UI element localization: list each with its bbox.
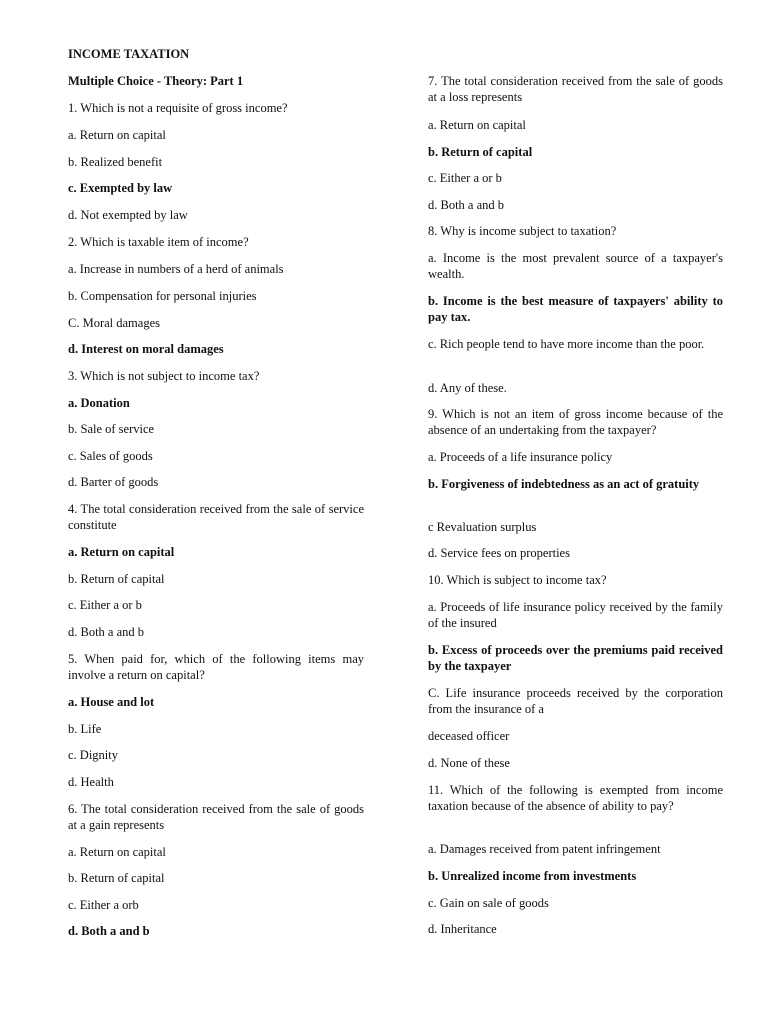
correct-answer: a. House and lot [68,695,155,709]
answer-option: b. Life [68,722,102,736]
answer-option: d. None of these [428,756,510,770]
answer-option: c. Either a or b [68,598,142,612]
document-subtitle: Multiple Choice - Theory: Part 1 [68,74,244,88]
answer-option: d. Both a and b [68,625,145,639]
question-11: 11. Which of the following is exempted from income taxation because of the absence of ability to pay? [428,783,723,813]
question-7: 7. The total consideration received from the sale of goods at a loss represents [428,74,723,104]
answer-option: c. Rich people tend to have more income than the poor. [428,337,705,351]
answer-option: d. Service fees on properties [428,546,570,560]
correct-answer: b. Income is the best measure of taxpayers' ability to pay tax. [428,294,723,324]
answer-option: b. Return of capital [68,871,165,885]
question-2: 2. Which is taxable item of income? [68,235,249,249]
answer-option: a. Return on capital [68,845,166,859]
correct-answer: b. Return of capital [428,145,533,159]
answer-option: a. Proceeds of life insurance policy received by the family of the insured [428,600,723,630]
question-3: 3. Which is not subject to income tax? [68,369,260,383]
answer-option: b. Return of capital [68,572,165,586]
answer-option: b. Compensation for personal injuries [68,289,257,303]
correct-answer: b. Forgiveness of indebtedness as an act of gratuity [428,477,700,491]
question-4: 4. The total consideration received from the sale of service constitute [68,502,364,532]
answer-option: a. Return on capital [428,118,526,132]
correct-answer: b. Excess of proceeds over the premiums paid received by the taxpayer [428,643,723,673]
correct-answer: c. Exempted by law [68,181,173,195]
answer-option: b. Sale of service [68,422,155,436]
answer-option: d. Health [68,775,114,789]
answer-option: d. Any of these. [428,381,507,395]
answer-option: b. Realized benefit [68,155,163,169]
answer-option: d. Both a and b [428,198,505,212]
correct-answer: d. Both a and b [68,924,150,938]
correct-answer: a. Return on capital [68,545,175,559]
answer-option: c. Dignity [68,748,118,762]
answer-option: d. Not exempted by law [68,208,188,222]
question-10: 10. Which is subject to income tax? [428,573,607,587]
answer-option: a. Damages received from patent infringement [428,842,661,856]
answer-option: c. Either a or b [428,171,502,185]
correct-answer: d. Interest on moral damages [68,342,224,356]
answer-option: c Revaluation surplus [428,520,537,534]
question-8: 8. Why is income subject to taxation? [428,224,617,238]
document-title: INCOME TAXATION [68,47,190,61]
question-9: 9. Which is not an item of gross income because of the absence of an undertaking from the taxpayer? [428,407,723,437]
answer-option: a. Increase in numbers of a herd of animals [68,262,284,276]
answer-option: C. Life insurance proceeds received by the corporation from the insurance of a [428,686,723,716]
answer-option: a. Proceeds of a life insurance policy [428,450,613,464]
answer-option: a. Return on capital [68,128,166,142]
answer-option-continued: deceased officer [428,729,510,743]
answer-option: a. Income is the most prevalent source of a taxpayer's wealth. [428,251,723,281]
answer-option: C. Moral damages [68,316,160,330]
question-6: 6. The total consideration received from the sale of goods at a gain represents [68,802,364,832]
answer-option: d. Barter of goods [68,475,159,489]
answer-option: c. Sales of goods [68,449,153,463]
correct-answer: b. Unrealized income from investments [428,869,637,883]
question-5: 5. When paid for, which of the following items may involve a return on capital? [68,652,364,682]
question-1: 1. Which is not a requisite of gross income? [68,101,288,115]
answer-option: c. Gain on sale of goods [428,896,549,910]
answer-option: c. Either a orb [68,898,139,912]
correct-answer: a. Donation [68,396,130,410]
answer-option: d. Inheritance [428,922,497,936]
